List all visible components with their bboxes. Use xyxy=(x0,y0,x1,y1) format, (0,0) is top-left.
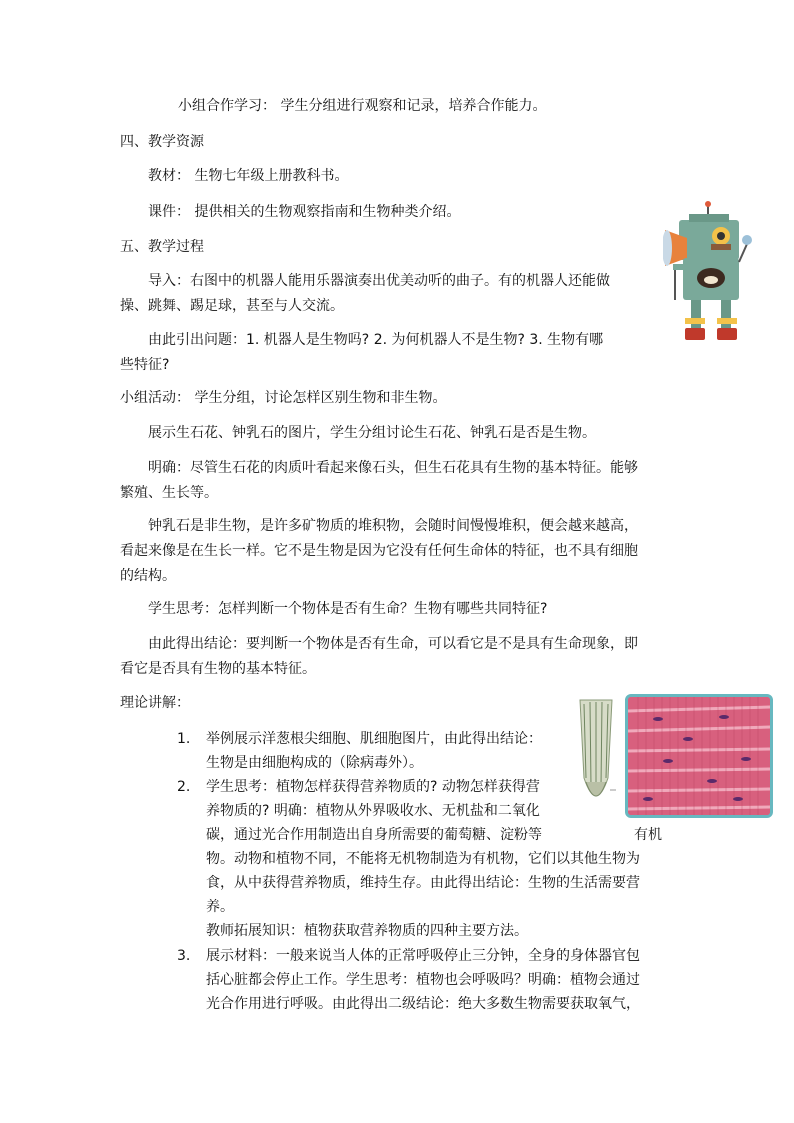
muscle-cells-micrograph xyxy=(625,694,773,818)
list-item-text: 食，从中获得营养物质，维持生存。由此得出结论：生物的生活需要营 xyxy=(206,875,640,891)
list-item-text: 教师拓展知识：植物获取营养物质的四种主要方法。 xyxy=(206,923,528,939)
section-heading: 五、教学过程 xyxy=(120,239,204,255)
list-number: 1. xyxy=(177,731,191,747)
text-line: 小组合作学习： 学生分组进行观察和记录，培养合作能力。 xyxy=(178,98,547,114)
text-line: 些特征? xyxy=(120,357,170,373)
list-item-text: 碳，通过光合作用制造出自身所需要的葡萄糖、淀粉等 xyxy=(206,827,542,843)
list-item-text: 养物质的? 明确：植物从外界吸收水、无机盐和二氧化 xyxy=(206,803,540,819)
text-line: 由此得出结论：要判断一个物体是否有生命，可以看它是不是具有生命现象，即 xyxy=(148,636,638,652)
list-item-text: 举例展示洋葱根尖细胞、肌细胞图片，由此得出结论： xyxy=(206,731,542,747)
text-line: 钟乳石是非生物，是许多矿物质的堆积物，会随时间慢慢堆积，便会越来越高， xyxy=(148,518,638,534)
text-line: 教材： 生物七年级上册教科书。 xyxy=(148,168,349,184)
text-line: 学生思考：怎样判断一个物体是否有生命？生物有哪些共同特征? xyxy=(148,601,548,617)
list-item-text: 养。 xyxy=(206,899,234,915)
text-line: 由此引出问题：1. 机器人是生物吗? 2. 为何机器人不是生物? 3. 生物有哪 xyxy=(148,332,604,348)
text-line: 操、跳舞、踢足球，甚至与人交流。 xyxy=(120,298,344,314)
list-item-text: 光合作用进行呼吸。由此得出二级结论：绝大多数生物需要获取氧气， xyxy=(206,996,640,1012)
text-line: 课件： 提供相关的生物观察指南和生物种类介绍。 xyxy=(148,204,461,220)
text-line: 明确：尽管生石花的肉质叶看起来像石头，但生石花具有生物的基本特征。能够 xyxy=(148,460,638,476)
list-item-text: 括心脏都会停止工作。学生思考：植物也会呼吸吗？明确：植物会通过 xyxy=(206,972,640,988)
onion-root-tip-cells-image xyxy=(574,698,618,816)
text-line: 繁殖、生长等。 xyxy=(120,485,218,501)
list-number: 2. xyxy=(177,779,191,795)
text-line: 展示生石花、钟乳石的图片，学生分组讨论生石花、钟乳石是否是生物。 xyxy=(148,425,596,441)
text-line: 看起来像是在生长一样。它不是生物是因为它没有任何生命体的特征，也不具有细胞 xyxy=(120,543,638,559)
text-line: 理论讲解： xyxy=(120,695,190,711)
list-item-text: 学生思考：植物怎样获得营养物质的? 动物怎样获得营 xyxy=(206,779,540,795)
list-item-text: 物。动物和植物不同，不能将无机物制造为有机物，它们以其他生物为 xyxy=(206,851,640,867)
text-line: 导入：右图中的机器人能用乐器演奏出优美动听的曲子。有的机器人还能做 xyxy=(148,273,610,289)
text-line: 看它是否具有生物的基本特征。 xyxy=(120,661,316,677)
text-line: 小组活动： 学生分组，讨论怎样区别生物和非生物。 xyxy=(120,390,447,406)
robot-illustration xyxy=(663,200,753,348)
list-item-text: 展示材料：一般来说当人体的正常呼吸停止三分钟，全身的身体器官包 xyxy=(206,948,640,964)
list-item-text: 有机 xyxy=(634,827,662,843)
list-number: 3. xyxy=(177,948,191,964)
list-item-text: 生物是由细胞构成的（除病毒外）。 xyxy=(206,755,423,771)
section-heading: 四、教学资源 xyxy=(120,134,204,150)
text-line: 的结构。 xyxy=(120,568,176,584)
